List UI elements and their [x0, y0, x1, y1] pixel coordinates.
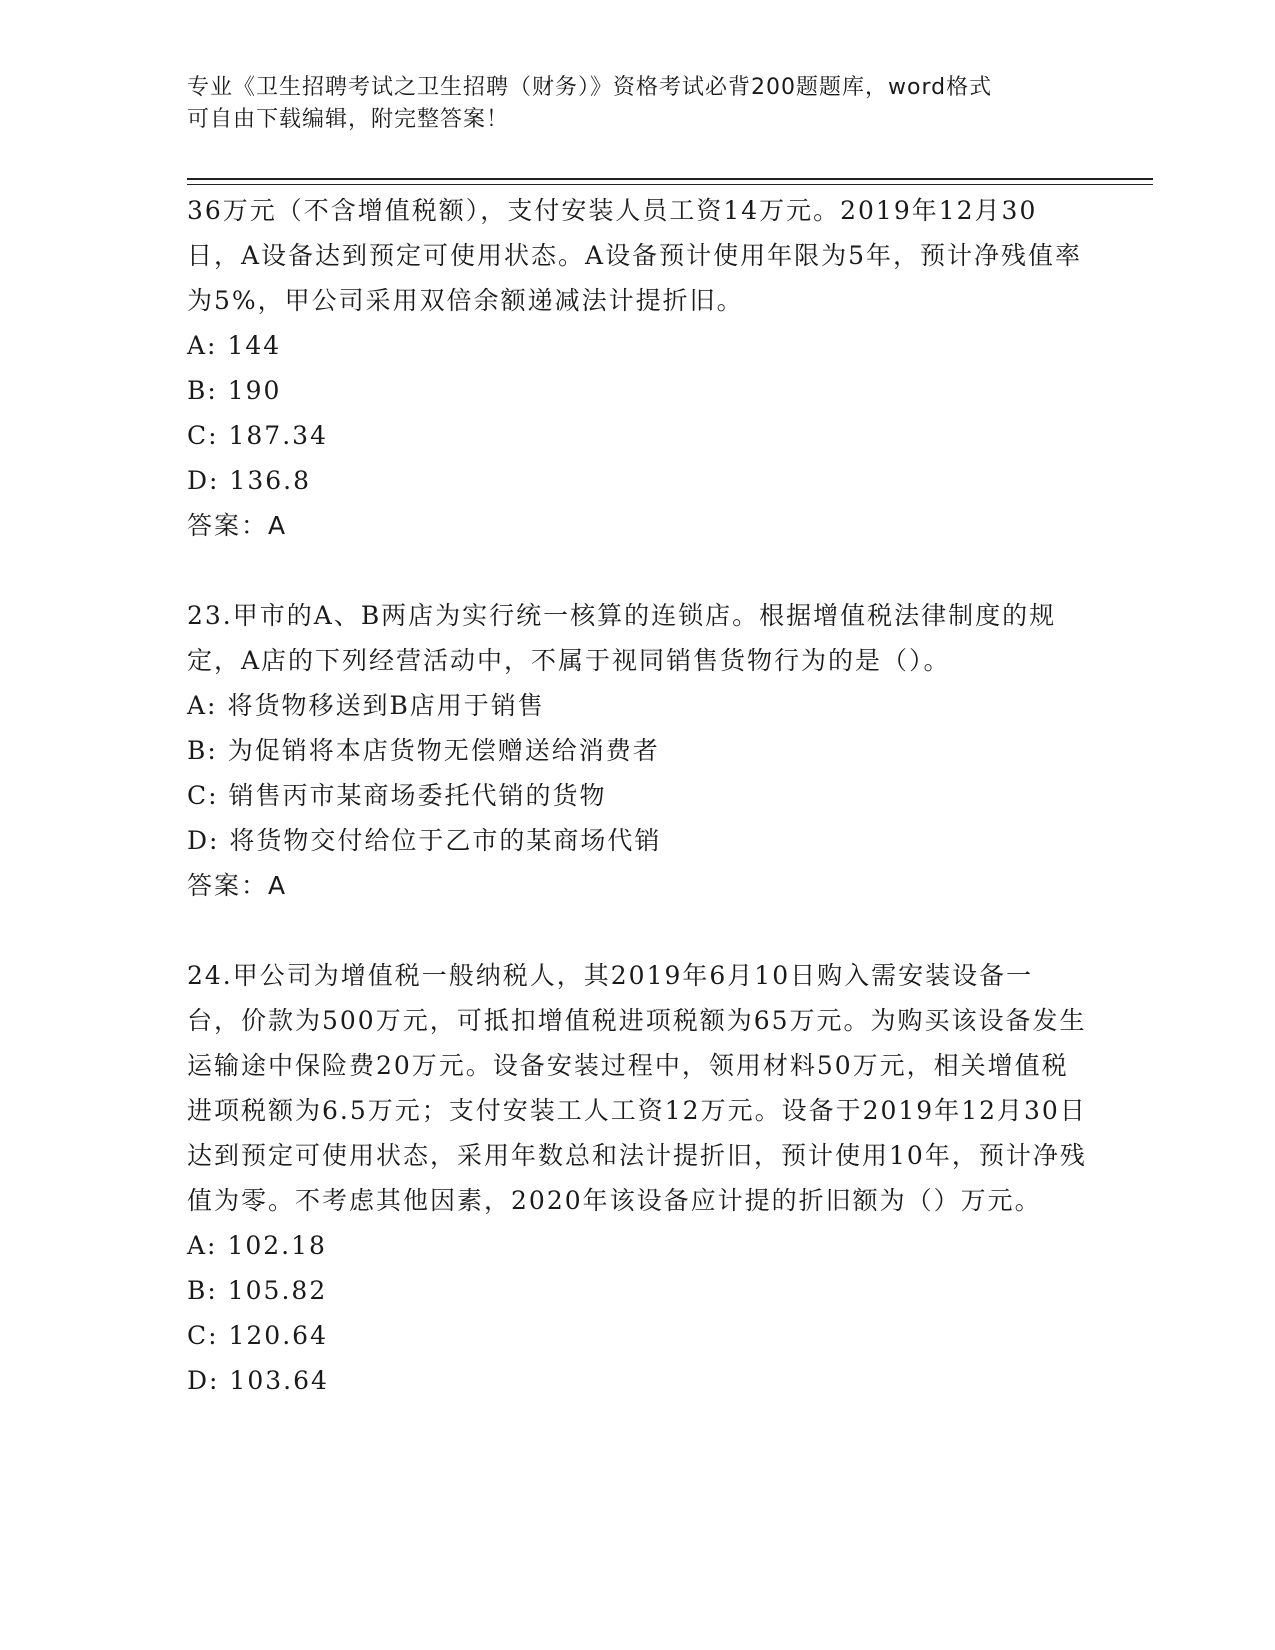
question-stem: 24.甲公司为增值税一般纳税人，其2019年6月10日购入需安装设备一台，价款为500万元，可抵扣增值税进项税额为65万元。为购买该设备发生运输途中保险费20万元。设备安装过程中，领用材料50万元，相关增值税进项税额为6.5万元；支付安装工人工资12万元。设备于2019年12月30日达到预定可使用状态，采用年数总和法计提折旧，预计使用10年，预计净残值为零。不考虑其他因素，2020年该设备应计提的折旧额为（）万元。: [187, 961, 1087, 1215]
option-text: 187.34: [228, 421, 328, 450]
option-label: C:: [187, 1321, 229, 1350]
page-header: [187, 72, 1067, 136]
header-line-1: 专业《卫生招聘考试之卫生招聘（财务）》资格考试必背200题题库，word格式: [187, 75, 993, 100]
option-a: [187, 683, 1087, 728]
option-label: D:: [187, 1366, 230, 1395]
spacer: [187, 548, 1087, 593]
option-text: 将货物移送到B店用于销售: [227, 691, 545, 720]
header-rule-thick: [187, 178, 1153, 180]
option-label: A:: [187, 331, 228, 360]
option-text: 103.64: [229, 1366, 329, 1395]
spacer: [187, 908, 1087, 953]
option-text: 为促销将本店货物无偿赠送给消费者: [227, 736, 660, 765]
option-text: 136.8: [229, 466, 311, 495]
question-23: [187, 593, 1087, 908]
option-d: [187, 1358, 1087, 1403]
option-a: [187, 323, 1087, 368]
option-b: [187, 1268, 1087, 1313]
option-text: 105.82: [227, 1276, 328, 1305]
option-label: A:: [187, 1231, 228, 1260]
option-text: 销售丙市某商场委托代销的货物: [228, 781, 607, 810]
option-label: C:: [187, 421, 229, 450]
option-text: 120.64: [228, 1321, 328, 1350]
question-22: [187, 188, 1087, 548]
option-c: [187, 1313, 1087, 1358]
option-c: [187, 413, 1087, 458]
header-rule-thin: [187, 184, 1153, 185]
option-b: [187, 728, 1087, 773]
option-label: D:: [187, 826, 230, 855]
question-content: [187, 188, 1087, 1403]
option-label: D:: [187, 466, 230, 495]
option-text: 190: [227, 376, 282, 405]
header-line-2: 可自由下载编辑，附完整答案！: [187, 107, 510, 132]
option-b: [187, 368, 1087, 413]
option-d: [187, 818, 1087, 863]
option-label: A:: [187, 691, 228, 720]
option-text: 144: [227, 331, 282, 360]
answer-line: 答案：A: [187, 871, 288, 900]
option-label: C:: [187, 781, 229, 810]
question-stem: 36万元（不含增值税额），支付安装人员工资14万元。2019年12月30日，A设备达到预定可使用状态。A设备预计使用年限为5年，预计净残值率为5%，甲公司采用双倍余额递减法计提折旧。: [187, 196, 1083, 315]
question-24: [187, 953, 1087, 1403]
option-label: B:: [187, 376, 228, 405]
option-d: [187, 458, 1087, 503]
answer-line: 答案：A: [187, 511, 288, 540]
question-stem: 23.甲市的A、B两店为实行统一核算的连锁店。根据增值税法律制度的规定，A店的下列经营活动中，不属于视同销售货物行为的是（）。: [187, 601, 1057, 675]
option-label: B:: [187, 1276, 228, 1305]
option-a: [187, 1223, 1087, 1268]
option-c: [187, 773, 1087, 818]
option-label: B:: [187, 736, 228, 765]
option-text: 将货物交付给位于乙市的某商场代销: [229, 826, 662, 855]
option-text: 102.18: [227, 1231, 327, 1260]
